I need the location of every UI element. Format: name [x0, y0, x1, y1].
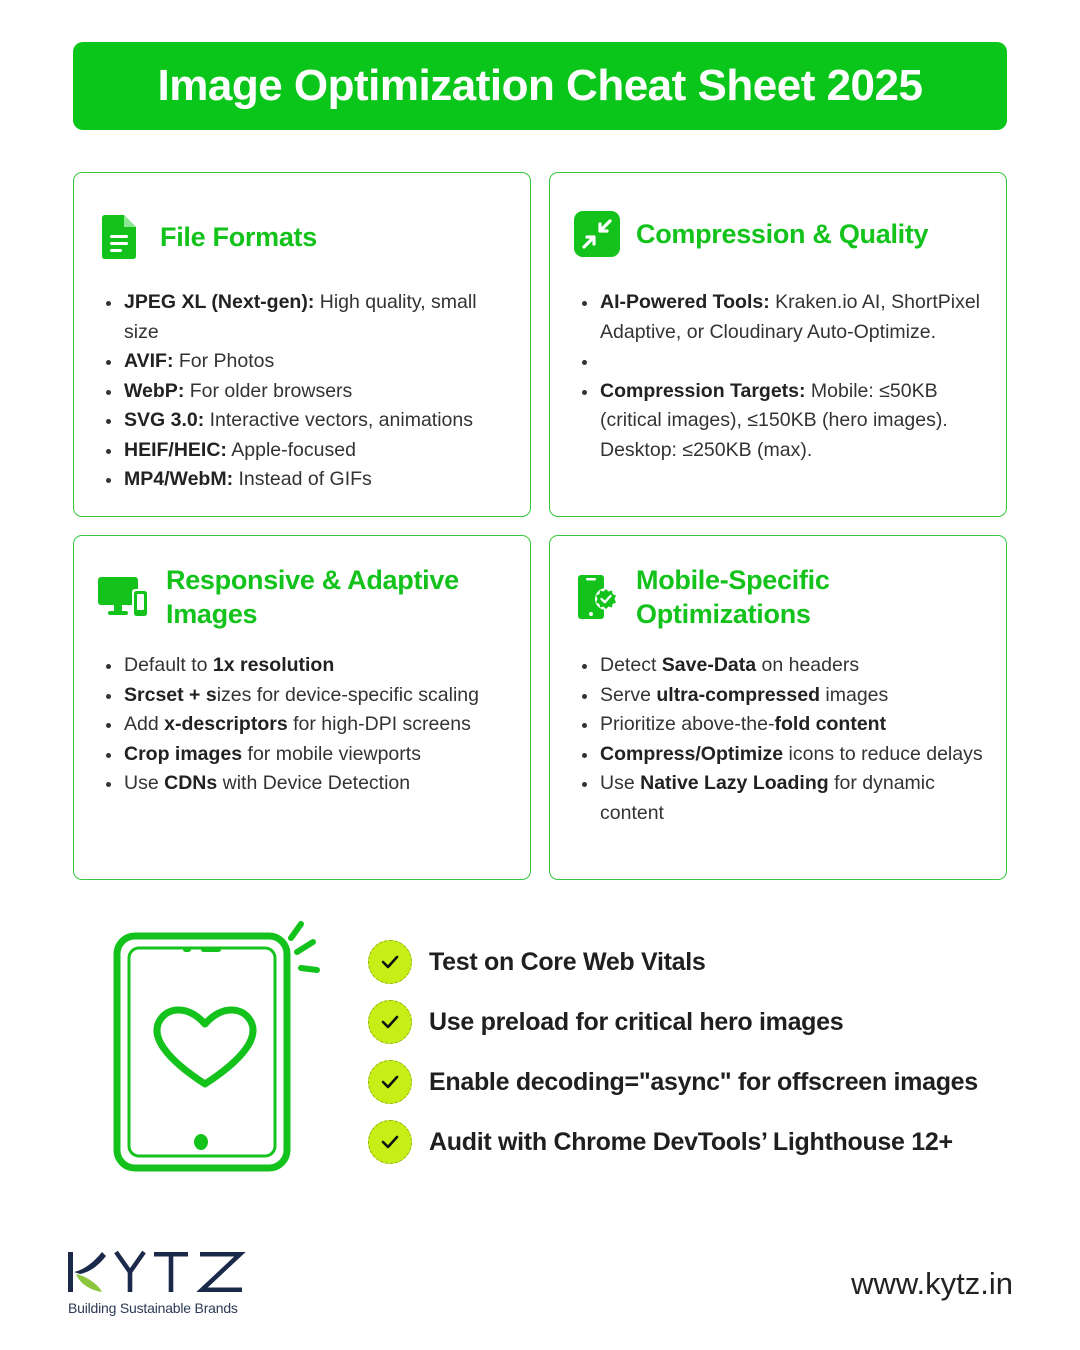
card-file-formats: [73, 172, 531, 517]
devices-icon: [98, 575, 148, 619]
list-item: Prioritize above-the-fold content: [600, 710, 992, 740]
list-item: Detect Save-Data on headers: [600, 651, 992, 681]
list-item: Add x-descriptors for high-DPI screens: [124, 710, 516, 740]
card-header: [98, 563, 459, 631]
checklist-item: Enable decoding="async" for offscreen images: [368, 1052, 978, 1112]
card-title: Mobile-Specific Optimizations: [636, 565, 830, 629]
list-item: MP4/WebM: Instead of GIFs: [124, 465, 516, 495]
card-header: [574, 211, 928, 257]
list-item: WebP: For older browsers: [124, 377, 516, 407]
checklist-item: Test on Core Web Vitals: [368, 932, 978, 992]
card-responsive: [73, 535, 531, 880]
list-item: Crop images for mobile viewports: [124, 740, 516, 770]
phone-heart-illustration: [105, 918, 325, 1178]
card-title: File Formats: [160, 222, 317, 252]
card-mobile: [549, 535, 1007, 880]
list-item: Srcset + sizes for device-specific scaling: [124, 681, 516, 711]
title-banner: [73, 42, 1007, 130]
check-icon: [368, 1060, 412, 1104]
check-icon: [368, 1000, 412, 1044]
checklist-item: Audit with Chrome DevTools’ Lighthouse 12+: [368, 1112, 978, 1172]
compression-list: [600, 288, 992, 465]
list-item: JPEG XL (Next-gen): High quality, small size: [124, 288, 516, 347]
checklist: [368, 932, 978, 1172]
list-item: HEIF/HEIC: Apple-focused: [124, 436, 516, 466]
card-compression: [549, 172, 1007, 517]
format-list: [124, 288, 516, 495]
list-item: AI-Powered Tools: Kraken.io AI, ShortPixel Adaptive, or Cloudinary Auto-Optimize.: [600, 288, 992, 347]
page-title: Image Optimization Cheat Sheet 2025: [157, 61, 923, 110]
list-item: Compression Targets: Mobile: ≤50KB (critical images), ≤150KB (hero images). Desktop: ≤250KB (max).: [600, 377, 992, 466]
checklist-item: Use preload for critical hero images: [368, 992, 978, 1052]
list-item: Default to 1x resolution: [124, 651, 516, 681]
card-title: Responsive & Adaptive Images: [166, 565, 459, 629]
list-item: Compress/Optimize icons to reduce delays: [600, 740, 992, 770]
compress-icon: [574, 211, 620, 257]
list-item: Use Native Lazy Loading for dynamic content: [600, 769, 992, 828]
website-link[interactable]: www.kytz.in: [851, 1266, 1013, 1301]
list-item: Use CDNs with Device Detection: [124, 769, 516, 799]
document-icon: [102, 215, 136, 259]
list-item: AVIF: For Photos: [124, 347, 516, 377]
check-icon: [368, 1120, 412, 1164]
phone-settings-icon: [578, 573, 620, 621]
card-title: Compression & Quality: [636, 219, 929, 249]
card-header: [102, 215, 317, 259]
list-item: Serve ultra-compressed images: [600, 681, 992, 711]
brand-tagline: Building Sustainable Brands: [68, 1300, 238, 1316]
card-header: [578, 563, 830, 631]
check-icon: [368, 940, 412, 984]
kytz-logo: [68, 1250, 248, 1294]
mobile-list: [600, 651, 992, 828]
responsive-list: [124, 651, 516, 799]
spacer: [600, 347, 992, 377]
list-item: SVG 3.0: Interactive vectors, animations: [124, 406, 516, 436]
